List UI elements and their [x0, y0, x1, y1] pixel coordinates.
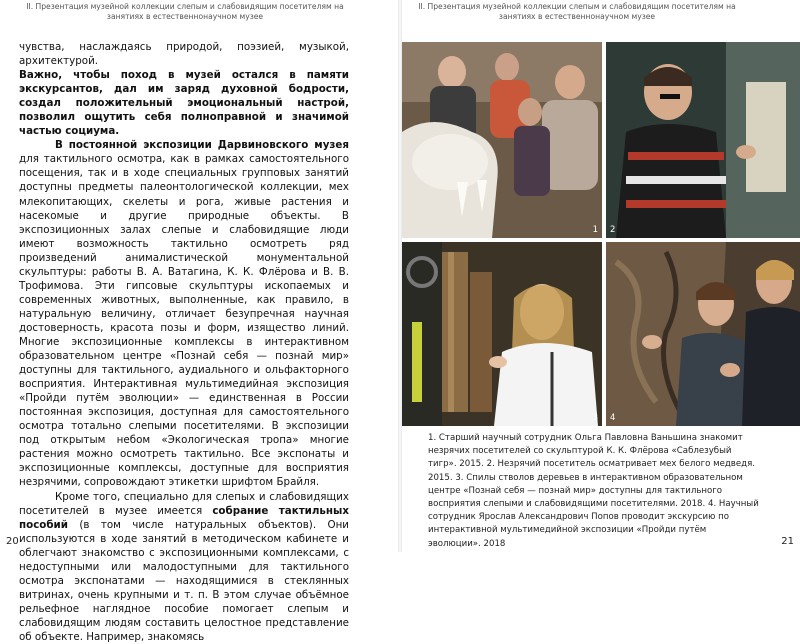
photo-evolution-exhibit [606, 242, 800, 426]
photo-tree-cuts [402, 242, 602, 426]
running-head-right: II. Презентация музейной коллекции слепым и слабовидящим посетителям на занятиях в естественнонаучном музее [412, 2, 742, 21]
paragraph-1: чувства, наслаждаясь природой, поэзией, музыкой, архитектурой. [19, 40, 349, 68]
paragraph-3-lead: В постоянной экспозиции Дарвиновского музея [55, 139, 349, 151]
photo-4-illustration [606, 242, 800, 426]
photo-2-number: 2 [610, 225, 615, 235]
running-head-left: II. Презентация музейной коллекции слепым и слабовидящим посетителям на занятиях в естественнонаучном музее [20, 2, 350, 21]
paragraph-3 [19, 138, 349, 489]
photo-4-number: 4 [610, 413, 615, 423]
photo-1-number: 1 [593, 225, 598, 235]
paragraph-4-start: Кроме того, специально для слепых и слабовидящих посетителей в музее имеется [19, 491, 349, 517]
photo-3-illustration [402, 242, 602, 426]
paragraph-3-body: для тактильного осмотра, как в рамках самостоятельного посещения, так и в ходе специальных групповых занятий доступны предметы палеонтологической коллекции, мех млекопитающих, скелеты и рога, живые растения и насекомые и другие природные объекты. В экспозиционных залах слепые и слабовидящие люди имеют возможность тактильно осмотреть ряд произведений анималистической монументальной скульптуры: работы В. А. Ватагина, К. К. Флёрова и В. В. Трофимова. Эти гипсовые скульптуры ископаемых и современных животных, выполненные, как правило, в натуральную величину, отличает безупречная научная достоверность, красота позы и форм, изящество линий. Многие экспозиционные комплексы в интерактивном образовательном центре «Познай себя — познай мир» доступны для тактильного, аудиального и ольфакторного восприятия. Интерактивная мультимедийная экспозиция «Пройди путём эволюции» — единственная в России постоянная экспозиция, доступная для самостоятельного осмотра тотально слепыми посетителями. В экспозиции под открытым небом «Экологическая тропа» многие растения можно осмотреть тактильно. Все экспонаты и экспозиционные комплексы, доступные для восприятия незрячими, сопровождают этикетки шрифтом Брайля. [19, 153, 349, 488]
page-number-right: 21 [781, 536, 794, 547]
right-page [402, 0, 800, 552]
left-page [0, 0, 398, 552]
photo-polar-bear-fur [606, 42, 800, 238]
paragraph-4-body: (в том числе натуральных объектов). Они используются в ходе занятий в методическом кабинете и облегчают знакомство с экспозиционными комплексами, с недоступными или малодоступными для тактильного осмотра экспонатами — находящимися в стеклянных витринах, очень крупными и т. п. В этом случае объёмное рельефное наглядное пособие помогает слепым и слабовидящим людям составить целостное представление об объекте. Например, знакомясь [19, 519, 349, 643]
photo-sabertooth-sculpture [402, 42, 602, 238]
page-number-left: 20 [6, 536, 19, 547]
photo-2-illustration [606, 42, 800, 238]
photo-caption: 1. Старший научный сотрудник Ольга Павловна Ваньшина знакомит незрячих посетителей со скульптурой К. К. Флёрова «Саблезубый тигр». 2015. 2. Незрячий посетитель осматривает мех белого медведя. 2015. 3. Спилы стволов деревьев в интерактивном образовательном центре «Познай себя — познай мир» доступны для тактильного восприятия слепыми и слабовидящими посетителями. 2018. 4. Научный сотрудник Ярослав Александрович Попов проводит экскурсию по интерактивной мультимедийной экспозиции «Пройди путём эволюции». 2018 [428, 432, 760, 551]
paragraph-4-term: собрание тактильных пособий [19, 505, 349, 531]
paragraph-2-emphasis: Важно, чтобы поход в музей остался в памяти экскурсантов, дал им заряд духовной бодрости, создал положительный эмоциональный настрой, позволил ощутить себя полноправной и значимой частью социума. [19, 68, 349, 138]
body-text [19, 40, 349, 644]
photo-3-number: 3 [593, 413, 598, 423]
paragraph-4 [19, 490, 349, 644]
photo-1-illustration [402, 42, 602, 238]
